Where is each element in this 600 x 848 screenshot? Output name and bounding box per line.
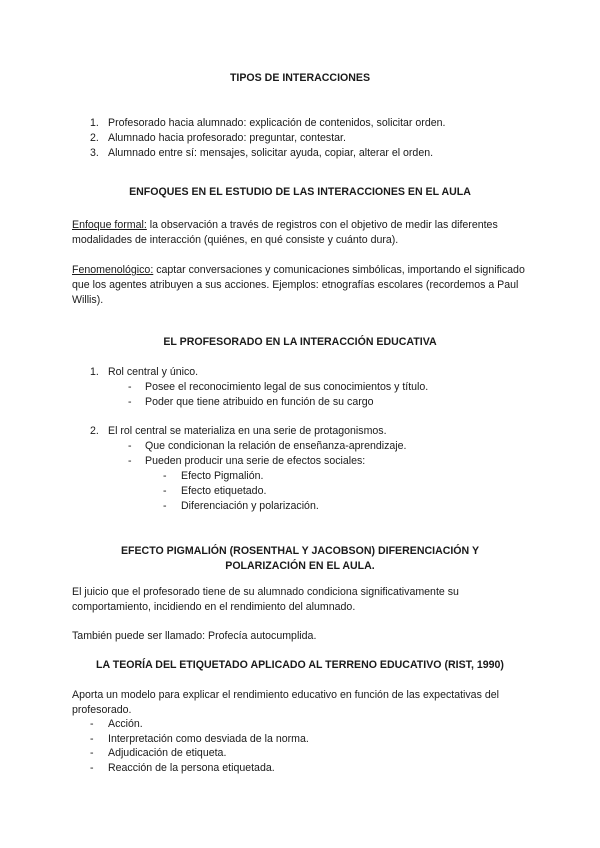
paragraph-pigmalion: El juicio que el profesorado tiene de su alumnado condiciona significativamente su comportamiento, incidiendo en el rendimiento del alumnado. (72, 586, 459, 613)
dash-marker: - (128, 455, 132, 467)
efecto-item: Efecto Pigmalión. (181, 470, 264, 482)
efecto-item: Diferenciación y polarización. (181, 500, 319, 512)
definition-text: captar conversaciones y comunicaciones simbólicas, importando el significado que los agentes atribuyen a sus acciones. Ejemplos: etnografías escolares (recordemos a Paul Willis). (72, 264, 525, 306)
list-number: 2. (90, 425, 99, 437)
dash-marker: - (128, 381, 132, 393)
paragraph-enfoque-formal (72, 218, 534, 248)
list-number: 3. (90, 147, 99, 159)
step-item: Acción. (108, 718, 143, 730)
list-number: 1. (90, 366, 99, 378)
list-text: Alumnado entre sí: mensajes, solicitar ayuda, copiar, alterar el orden. (108, 147, 434, 159)
page-title: TIPOS DE INTERACCIONES (229, 72, 371, 84)
step-item: Interpretación como desviada de la norma. (108, 733, 309, 745)
list-text: Rol central y único. (108, 366, 199, 378)
section-heading-profesorado: EL PROFESORADO EN LA INTERACCIÓN EDUCATIVA (163, 336, 437, 348)
sub-item-text: Que condicionan la relación de enseñanza-aprendizaje. (145, 440, 407, 452)
definition-text: la observación a través de registros con el objetivo de medir las diferentes modalidades de interacción (quiénes, en qué consiste y cuánto dura). (72, 219, 498, 246)
list-text: Profesorado hacia alumnado: explicación de contenidos, solicitar orden. (108, 117, 446, 129)
sub-item-text: Posee el reconocimiento legal de sus conocimientos y título. (145, 381, 429, 393)
dash-marker: - (163, 485, 167, 497)
dash-marker: - (163, 470, 167, 482)
dash-marker: - (128, 440, 132, 452)
section-heading-pigmalion (70, 544, 530, 574)
dash-marker: - (90, 762, 94, 774)
dash-marker: - (90, 747, 94, 759)
heading-line: POLARIZACIÓN EN EL AULA. (225, 560, 375, 572)
list-number: 1. (90, 117, 99, 129)
heading-line: EFECTO PIGMALIÓN (ROSENTHAL Y JACOBSON) DIFERENCIACIÓN Y (120, 545, 480, 557)
dash-marker: - (163, 500, 167, 512)
list-text: El rol central se materializa en una serie de protagonismos. (108, 425, 387, 437)
paragraph-profecia: También puede ser llamado: Profecía autocumplida. (72, 630, 317, 642)
section-heading-enfoques: ENFOQUES EN EL ESTUDIO DE LAS INTERACCIONES EN EL AULA (129, 186, 471, 198)
list-text: Alumnado hacia profesorado: preguntar, contestar. (108, 132, 346, 144)
efecto-item: Efecto etiquetado. (181, 485, 267, 497)
section-heading-etiquetado: LA TEORÍA DEL ETIQUETADO APLICADO AL TERRENO EDUCATIVO (RIST, 1990) (96, 659, 504, 671)
dash-marker: - (128, 396, 132, 408)
paragraph-etiquetado: Aporta un modelo para explicar el rendimiento educativo en función de las expectativas del profesorado. (72, 689, 499, 716)
term-fenomenologico: Fenomenológico: (72, 264, 154, 276)
dash-marker: - (90, 718, 94, 730)
paragraph-fenomenologico (72, 263, 534, 308)
dash-marker: - (90, 733, 94, 745)
step-item: Adjudicación de etiqueta. (108, 747, 227, 759)
sub-item-text: Pueden producir una serie de efectos sociales: (145, 455, 366, 467)
term-enfoque-formal: Enfoque formal: (72, 219, 147, 231)
step-item: Reacción de la persona etiquetada. (108, 762, 275, 774)
list-number: 2. (90, 132, 99, 144)
sub-item-text: Poder que tiene atribuido en función de su cargo (145, 396, 374, 408)
